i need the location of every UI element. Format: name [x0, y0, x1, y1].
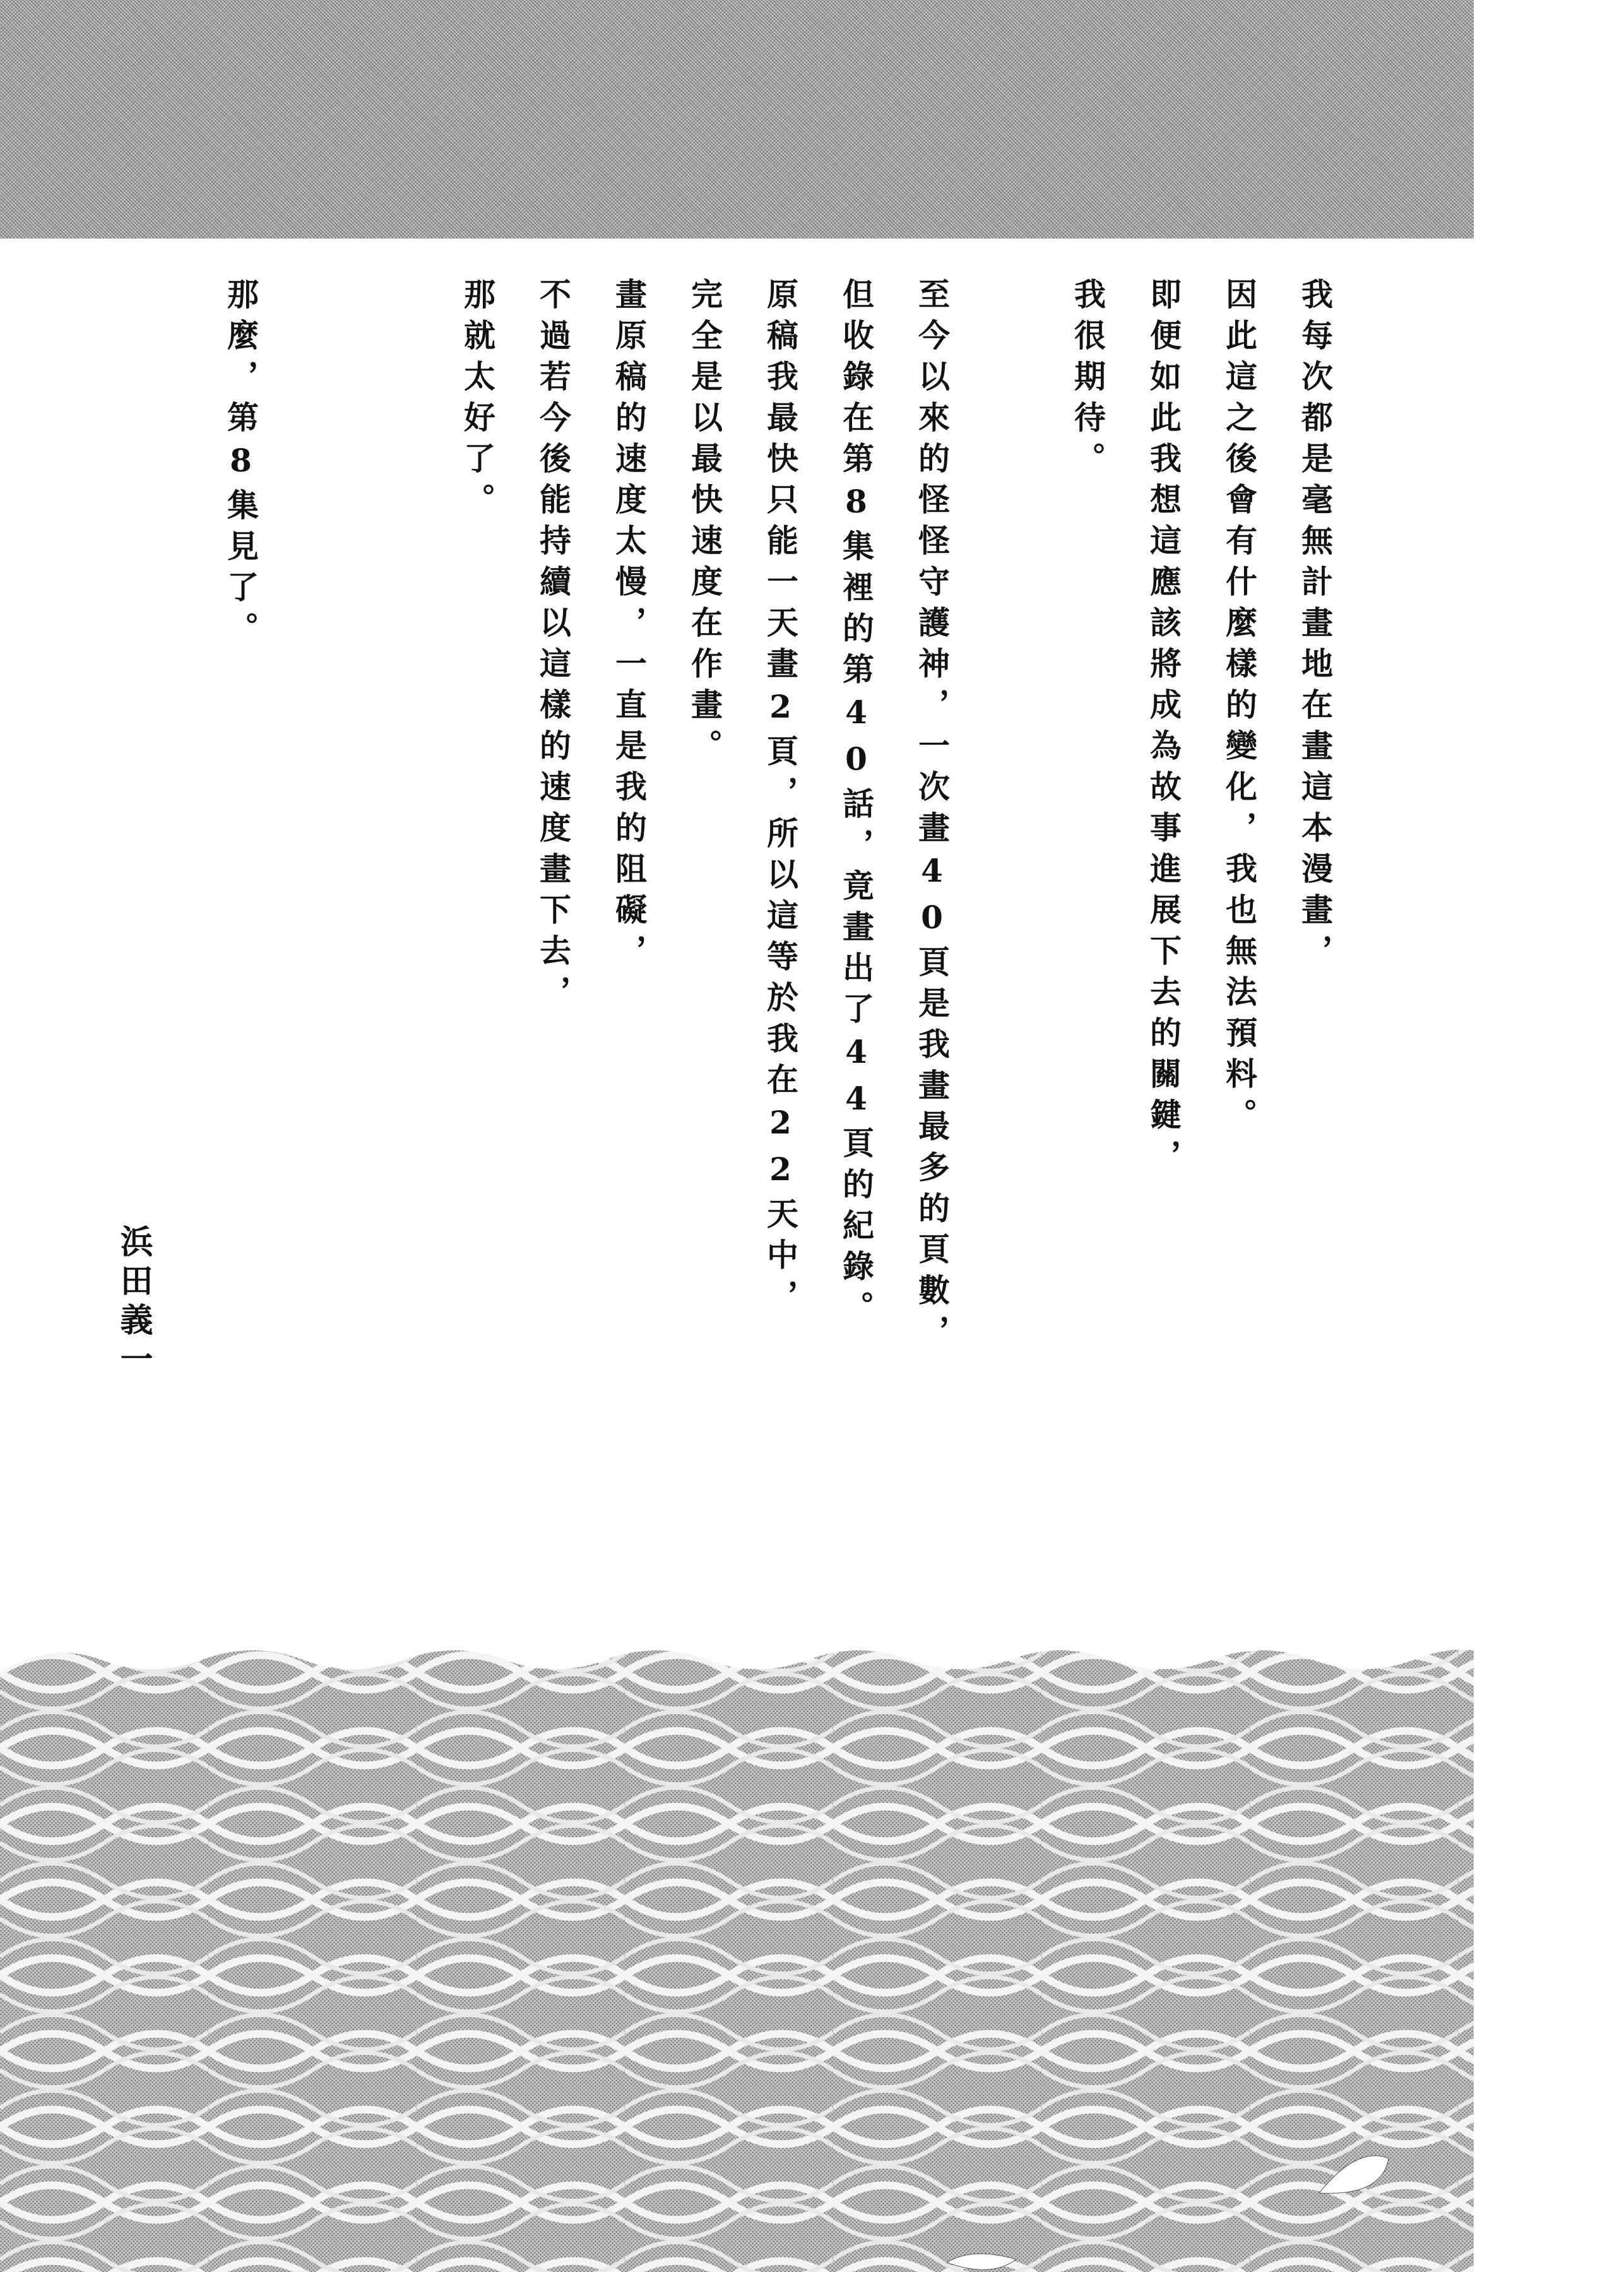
text-line-5: 至今以來的怪怪守護神，一次畫40頁是我畫最多的頁數， — [913, 278, 951, 1356]
text-line-6: 但收錄在第8集裡的第40話，竟畫出了44頁的紀錄。 — [838, 278, 875, 1332]
wave-pattern — [0, 1635, 1474, 2272]
text-line-7: 原稿我最快只能一天畫2頁，所以這等於我在22天中， — [762, 278, 799, 1320]
text-line-2: 因此這之後會有什麼樣的變化，我也無法預料。 — [1221, 278, 1258, 1139]
text-line-8: 完全是以最快速度在作畫。 — [686, 278, 723, 770]
text-line-4: 我很期待。 — [1069, 278, 1106, 483]
text-line-3: 即便如此我想這應該將成為故事進展下去的關鍵， — [1145, 278, 1182, 1180]
text-line-1: 我每次都是毫無計畫地在畫這本漫畫， — [1296, 278, 1334, 975]
top-halftone-band — [0, 0, 1474, 239]
text-line-12: 那麼，第8集見了。 — [222, 278, 259, 653]
text-line-9: 畫原稿的速度太慢，一直是我的阻礙， — [610, 278, 648, 975]
author-signature: 浜田義一 — [114, 1224, 153, 1381]
text-line-10: 不過若今後能持續以這樣的速度畫下去， — [535, 278, 572, 1016]
text-line-11: 那就太好了。 — [459, 278, 496, 524]
